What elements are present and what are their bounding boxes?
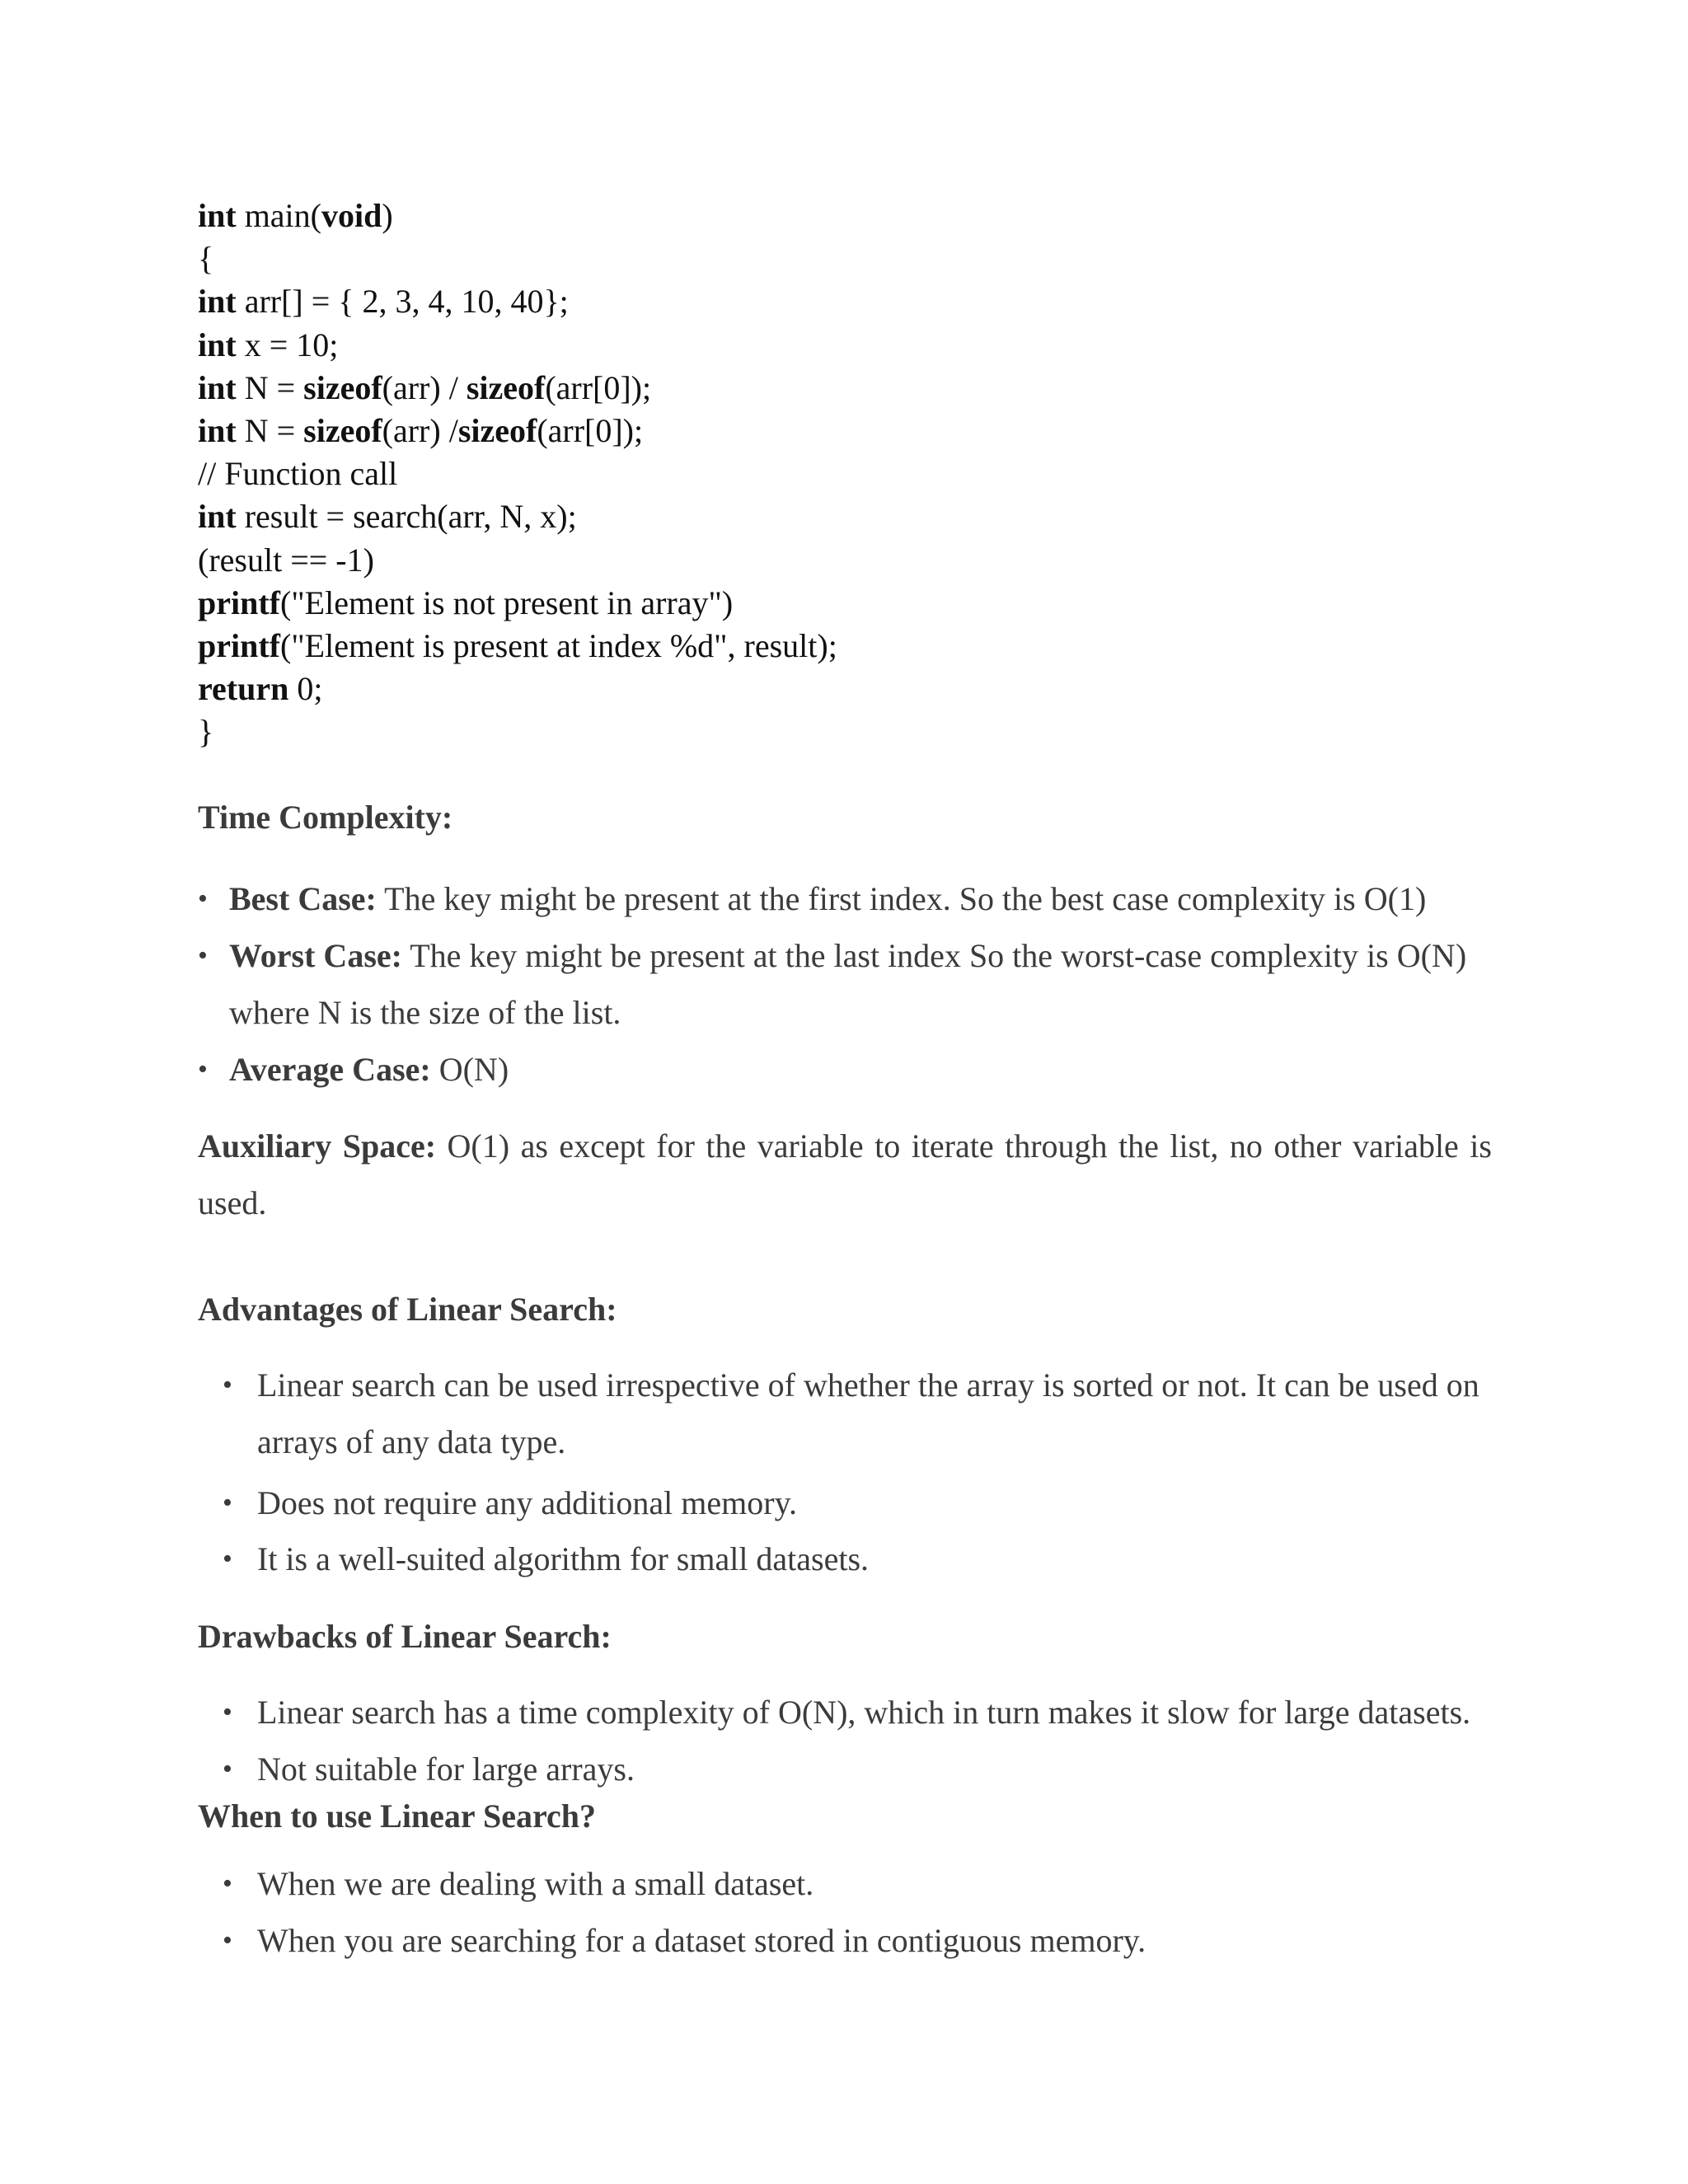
auxiliary-space-paragraph: Auxiliary Space: O(1) as except for the variable to iterate through the list, no other variable is used. <box>198 1127 1492 1221</box>
advantages-list <box>223 1357 1508 1587</box>
bullet-icon: • <box>198 940 208 971</box>
bullet-icon: • <box>223 1544 232 1574</box>
list-item: • Does not require any additional memory. <box>223 1474 1508 1530</box>
list-item-continuation: where N is the size of the list. <box>229 994 621 1031</box>
bullet-icon: • <box>223 1754 232 1784</box>
bullet-icon: • <box>198 1054 208 1085</box>
time-complexity-heading: Time Complexity: <box>198 799 453 836</box>
code-line: int N = sizeof(arr) /sizeof(arr[0]); <box>198 411 644 449</box>
list-item: • Worst Case: The key might be present at the last index So the worst-case complexity is O(N) <box>198 927 1500 984</box>
when-to-use-list <box>223 1855 1508 1969</box>
list-item: • Linear search has a time complexity of O(N), which in turn makes it slow for large datasets. <box>223 1684 1508 1741</box>
list-item: • It is a well-suited algorithm for small datasets. <box>223 1530 1508 1587</box>
code-line: printf("Element is not present in array") <box>198 583 734 621</box>
bullet-icon: • <box>223 1370 232 1400</box>
code-line: printf("Element is present at index %d", result); <box>198 626 837 664</box>
list-item-continuation: arrays of any data type. <box>257 1423 566 1460</box>
bullet-icon: • <box>198 883 208 914</box>
drawbacks-list <box>223 1684 1508 1797</box>
list-item: • Linear search can be used irrespective of whether the array is sorted or not. It can be used on <box>223 1357 1508 1413</box>
bullet-icon: • <box>223 1925 232 1956</box>
list-item: • Average Case: O(N) <box>198 1041 1500 1098</box>
code-line: } <box>198 713 214 751</box>
code-comment: // Function call <box>198 455 398 493</box>
code-line: return 0; <box>198 670 323 708</box>
code-line: (result == -1) <box>198 541 374 579</box>
code-line: int result = search(arr, N, x); <box>198 498 577 536</box>
code-line: int arr[] = { 2, 3, 4, 10, 40}; <box>198 283 569 321</box>
code-line: { <box>198 240 214 278</box>
when-to-use-heading: When to use Linear Search? <box>198 1797 596 1835</box>
time-complexity-list <box>198 870 1500 1098</box>
advantages-heading: Advantages of Linear Search: <box>198 1291 617 1328</box>
drawbacks-heading: Drawbacks of Linear Search: <box>198 1618 612 1655</box>
code-line: int main(void) <box>198 197 393 234</box>
list-item: • Not suitable for large arrays. <box>223 1741 1508 1797</box>
code-line: int N = sizeof(arr) / sizeof(arr[0]); <box>198 368 652 406</box>
list-item: • When we are dealing with a small dataset. <box>223 1855 1508 1912</box>
bullet-icon: • <box>223 1488 232 1518</box>
code-block <box>198 194 837 753</box>
bullet-icon: • <box>223 1868 232 1899</box>
list-item: • When you are searching for a dataset stored in contiguous memory. <box>223 1912 1508 1969</box>
list-item: • Best Case: The key might be present at the first index. So the best case complexity is O(1) <box>198 870 1500 927</box>
bullet-icon: • <box>223 1697 232 1727</box>
code-line: int x = 10; <box>198 326 339 363</box>
